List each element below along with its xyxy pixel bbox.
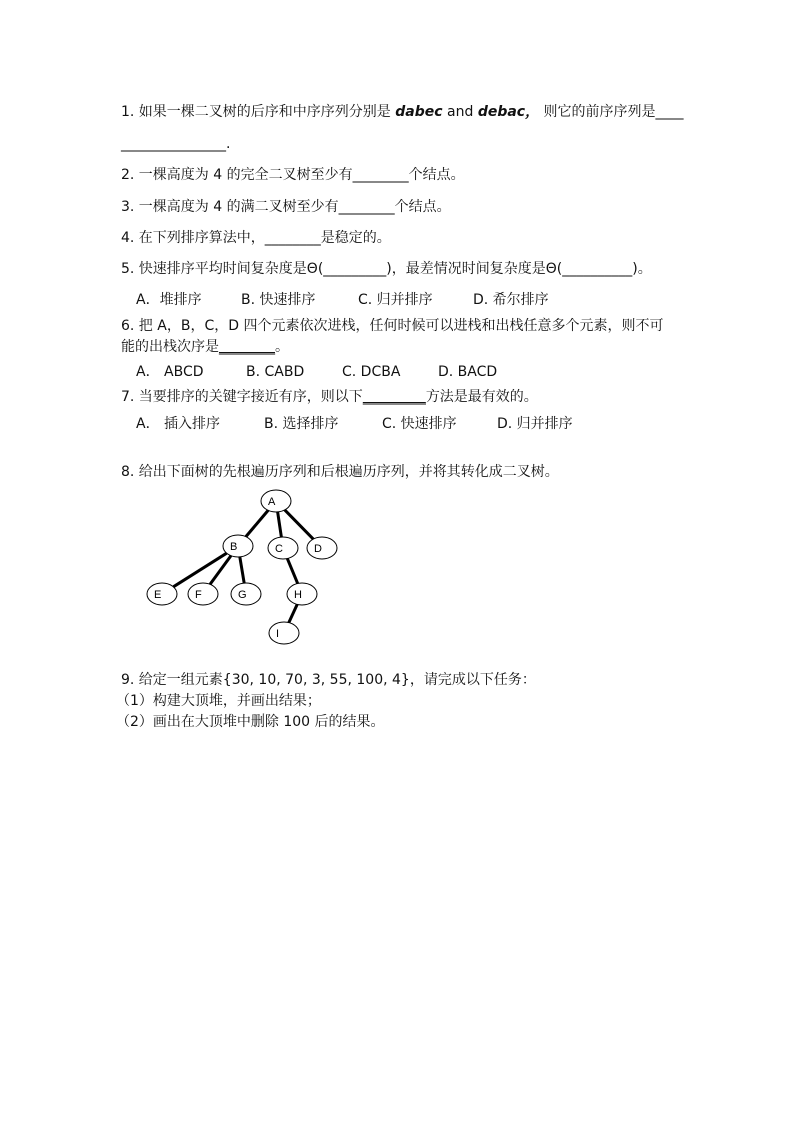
tree-node-g xyxy=(231,583,261,605)
tree-node-shape xyxy=(287,583,317,605)
tree-node-a xyxy=(261,490,291,512)
tree-node-label: I xyxy=(276,628,280,640)
question-7-text: 7. 当要排序的关键字接近有序，则以下 xyxy=(121,389,363,405)
tree-node-shape xyxy=(223,535,253,557)
tree-node-label: E xyxy=(154,589,162,601)
tree-edge-a-c xyxy=(278,512,282,537)
question-4: 4. 在下列排序算法中，________是稳定的。 xyxy=(121,230,391,246)
tree-node-f xyxy=(188,583,218,605)
question-1-line2: _______________. xyxy=(121,136,231,152)
tree-node-label: A xyxy=(268,496,276,508)
tree-node-label: C xyxy=(275,543,283,555)
question-6-blank: ________ xyxy=(219,339,275,355)
tree-node-shape xyxy=(268,537,298,559)
tree-node-shape xyxy=(147,583,177,605)
option-d: D. BACD xyxy=(438,364,498,380)
tree-edge-h-i xyxy=(289,604,297,622)
tree-node-label: G xyxy=(238,589,247,601)
question-3: 3. 一棵高度为 4 的满二叉树至少有________个结点。 xyxy=(121,199,451,215)
tree-node-h xyxy=(287,583,317,605)
tree-node-i xyxy=(269,622,299,644)
question-8: 8. 给出下面树的先根遍历序列和后根遍历序列，并将其转化成二叉树。 xyxy=(121,464,559,480)
tree-node-e xyxy=(147,583,177,605)
tree-node-label: F xyxy=(195,589,202,601)
tree-node-shape xyxy=(188,583,218,605)
question-9-task2: （2）画出在大顶堆中删除 100 后的结果。 xyxy=(116,714,385,730)
question-5: 5. 快速排序平均时间复杂度是Θ(_________)，最差情况时间复杂度是Θ(__________)。 xyxy=(121,261,652,277)
option-d: D. 希尔排序 xyxy=(473,292,549,308)
question-6-text: 能的出栈次序是 xyxy=(121,339,219,355)
question-9-line1: 9. 给定一组元素{30, 10, 70, 3, 55, 100, 4}，请完成以下任务： xyxy=(121,672,536,688)
option-b: B. CABD xyxy=(246,364,305,380)
tree-node-d xyxy=(307,537,337,559)
option-b: B. 快速排序 xyxy=(241,292,316,308)
tree-node-label: H xyxy=(294,589,302,601)
question-1-prefix: 1. 如果一棵二叉树的后序和中序序列分别是 xyxy=(121,104,396,120)
option-d: D. 归并排序 xyxy=(497,416,573,432)
postorder-sequence: dabec xyxy=(395,104,443,120)
tree-node-shape xyxy=(307,537,337,559)
tree-edge-c-h xyxy=(287,559,297,584)
question-2: 2. 一棵高度为 4 的完全二叉树至少有________个结点。 xyxy=(121,167,465,183)
option-c: C. 快速排序 xyxy=(382,416,457,432)
option-a: A． 插入排序 xyxy=(136,416,221,432)
question-6-line1: 6. 把 A，B，C，D 四个元素依次进栈，任何时候可以进栈和出栈任意多个元素，则不可 xyxy=(121,318,664,334)
option-c: C. 归并排序 xyxy=(358,292,433,308)
option-a: A． ABCD xyxy=(136,364,204,380)
tree-node-b xyxy=(223,535,253,557)
tree-node-shape xyxy=(261,490,291,512)
question-1-and: and xyxy=(442,104,478,120)
tree-node-label: B xyxy=(230,541,238,553)
inorder-sequence: debac， xyxy=(477,104,540,120)
option-b: B. 选择排序 xyxy=(264,416,339,432)
tree-node-shape xyxy=(269,622,299,644)
tree-edge-a-d xyxy=(285,510,314,539)
question-1-suffix: 则它的前序序列是____ xyxy=(539,104,684,120)
question-6-end: 。 xyxy=(275,339,289,355)
tree-node-c xyxy=(268,537,298,559)
option-c: C. DCBA xyxy=(342,364,401,380)
tree-edge-b-g xyxy=(240,557,244,583)
option-a: A．堆排序 xyxy=(136,292,202,308)
question-7-end: 方法是最有效的。 xyxy=(425,389,538,405)
question-9-task1: （1）构建大顶堆，并画出结果； xyxy=(116,693,321,709)
question-7-blank: _________ xyxy=(362,389,426,405)
tree-edge-a-b xyxy=(246,510,268,536)
tree-node-label: D xyxy=(314,543,322,555)
